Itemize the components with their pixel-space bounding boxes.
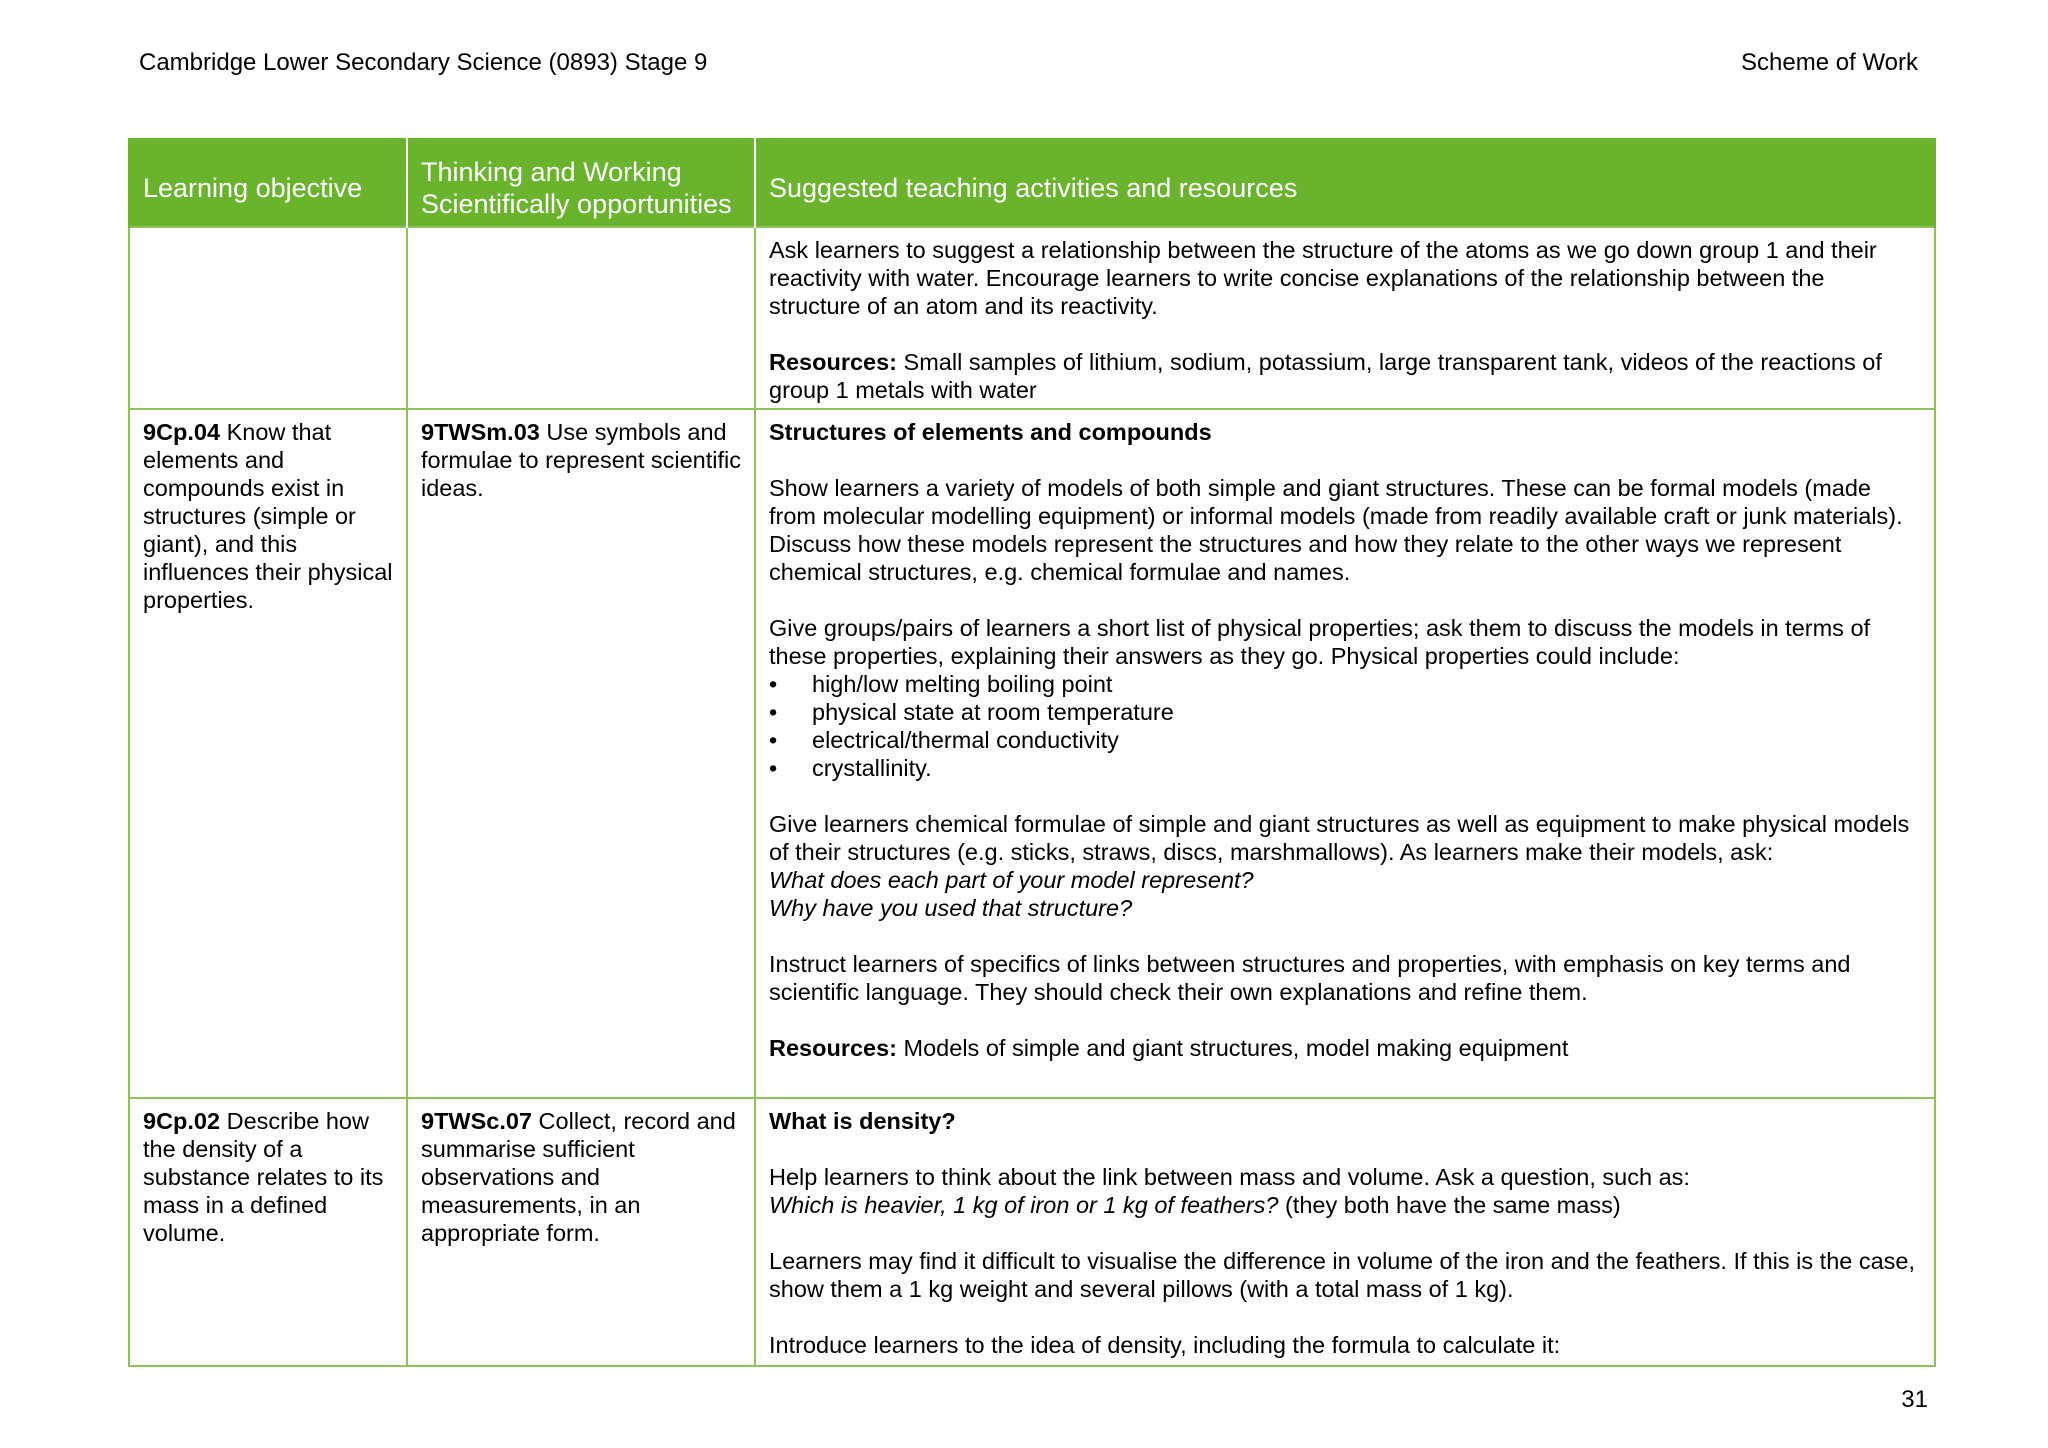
objective-cell bbox=[129, 227, 407, 409]
activity-paragraph: Give learners chemical formulae of simple and giant structures as well as equipment to make physical models of their structures (e.g. sticks, straws, discs, marshmallows). As learners make their models, ask: bbox=[769, 811, 1910, 865]
activity-question: What does each part of your model represent? bbox=[769, 867, 1254, 893]
list-item: • electrical/thermal conductivity bbox=[769, 726, 1921, 754]
activity-paragraph: Instruct learners of specifics of links between structures and properties, with emphasis on key terms and scientific language. They should check their own explanations and refine them. bbox=[769, 951, 1851, 1005]
activity-paragraph: Show learners a variety of models of both simple and giant structures. These can be formal models (made from molecular modelling equipment) or informal models (made from readily available craft or junk materials). bbox=[769, 475, 1903, 529]
activity-paragraph: Ask learners to suggest a relationship between the structure of the atoms as we go down group 1 and their reactivity with water. Encourage learners to write concise explanations of the relationship between the structure of an atom and its reactivity. bbox=[769, 237, 1877, 319]
document-type: Scheme of Work bbox=[1741, 49, 1918, 76]
objective-cell bbox=[129, 409, 407, 1098]
twks-cell bbox=[407, 1098, 755, 1366]
column-header-learning-objective: Learning objective bbox=[129, 138, 407, 227]
activity-paragraph: Help learners to think about the link between mass and volume. Ask a question, such as: bbox=[769, 1164, 1690, 1190]
activities-cell bbox=[755, 409, 1935, 1098]
column-header-twks: Thinking and Working Scientifically opportunities bbox=[407, 138, 755, 227]
twks-text: Collect, record and summarise sufficient observations and measurements, in an appropriate form. bbox=[421, 1108, 736, 1246]
activity-question: Which is heavier, 1 kg of iron or 1 kg of feathers? bbox=[769, 1192, 1279, 1218]
activities-cell bbox=[755, 227, 1935, 409]
resources-line bbox=[769, 1034, 1921, 1062]
objective-code: 9Cp.04 bbox=[143, 419, 221, 445]
twks-code: 9TWSc.07 bbox=[421, 1108, 533, 1134]
table-header-row bbox=[129, 138, 1935, 227]
properties-list bbox=[769, 670, 1921, 782]
resources-label: Resources: bbox=[769, 1035, 897, 1061]
resources-label: Resources: bbox=[769, 349, 897, 375]
objective-cell bbox=[129, 1098, 407, 1366]
activity-paragraph: Give groups/pairs of learners a short list of physical properties; ask them to discuss the models in terms of these properties, explaining their answers as they go. Physical properties could include: bbox=[769, 615, 1871, 669]
objective-code: 9Cp.02 bbox=[143, 1108, 221, 1134]
twks-cell bbox=[407, 227, 755, 409]
activity-paragraph: Discuss how these models represent the structures and how they relate to the other ways we represent chemical structures, e.g. chemical formulae and names. bbox=[769, 531, 1842, 585]
page-header bbox=[139, 48, 1918, 78]
list-item: • physical state at room temperature bbox=[769, 698, 1921, 726]
resources-line bbox=[769, 348, 1921, 404]
activity-question: Why have you used that structure? bbox=[769, 895, 1133, 921]
document-title: Cambridge Lower Secondary Science (0893) Stage 9 bbox=[139, 49, 708, 76]
twks-cell bbox=[407, 409, 755, 1098]
twks-text: Use symbols and formulae to represent scientific ideas. bbox=[421, 419, 742, 501]
table-row bbox=[129, 409, 1935, 1098]
objective-text: Know that elements and compounds exist in structures (simple or giant), and this influences their physical properties. bbox=[143, 419, 393, 613]
page-number: 31 bbox=[1901, 1386, 1928, 1413]
activity-paragraph: Introduce learners to the idea of density, including the formula to calculate it: bbox=[769, 1332, 1561, 1358]
resources-text: Models of simple and giant structures, model making equipment bbox=[897, 1035, 1569, 1061]
activity-heading: What is density? bbox=[769, 1108, 956, 1134]
column-header-activities: Suggested teaching activities and resources bbox=[755, 138, 1935, 227]
question-note: (they both have the same mass) bbox=[1278, 1192, 1621, 1218]
table-row bbox=[129, 227, 1935, 409]
resources-text: Small samples of lithium, sodium, potassium, large transparent tank, videos of the reactions of group 1 metals with water bbox=[769, 349, 1882, 403]
table-row bbox=[129, 1098, 1935, 1366]
activity-question-line bbox=[769, 1191, 1921, 1219]
activities-cell bbox=[755, 1098, 1935, 1366]
objective-text: Describe how the density of a substance relates to its mass in a defined volume. bbox=[143, 1108, 384, 1246]
activity-heading: Structures of elements and compounds bbox=[769, 419, 1212, 445]
list-item: • high/low melting boiling point bbox=[769, 670, 1921, 698]
activity-paragraph: Learners may find it difficult to visualise the difference in volume of the iron and the feathers. If this is the case, show them a 1 kg weight and several pillows (with a total mass of 1 kg). bbox=[769, 1248, 1916, 1302]
list-item: • crystallinity. bbox=[769, 754, 1921, 782]
twks-code: 9TWSm.03 bbox=[421, 419, 540, 445]
scheme-of-work-table bbox=[128, 138, 1936, 1367]
